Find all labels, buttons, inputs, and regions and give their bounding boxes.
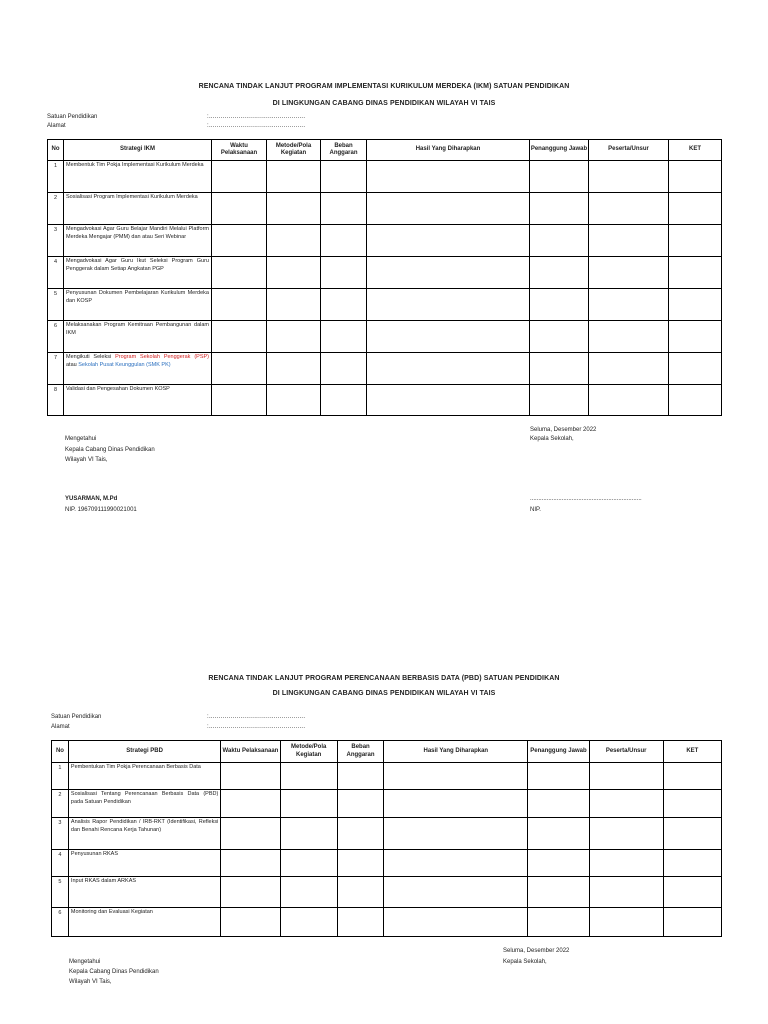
table-row	[48, 257, 722, 289]
header-metode: Metode/Pola Kegiatan	[280, 741, 337, 763]
doc2-field-satuan-value: :.................................................	[207, 714, 306, 720]
row-number: 2	[48, 193, 64, 225]
doc1-field-satuan-value: :.................................................	[207, 114, 306, 120]
header-strategi: Strategi PBD	[68, 741, 220, 763]
row-strategy: Input RKAS dalam ARKAS	[68, 877, 220, 908]
doc1-principal-nip: NIP.	[530, 507, 541, 513]
table-row	[52, 790, 722, 818]
table-row	[52, 908, 722, 937]
doc2-title-line1: RENCANA TINDAK LANJUT PROGRAM PERENCANAAN BERBASIS DATA (PBD) SATUAN PENDIDIKAN	[208, 675, 560, 682]
table-row	[52, 850, 722, 877]
row-strategy: Validasi dan Pengesahan Dokumen KOSP	[64, 385, 212, 416]
row-strategy: Analisis Rapor Pendidikan / IRB-RKT (Identifikasi, Refleksi dan Benahi Rencana Kerja Tahunan)	[68, 818, 220, 850]
header-peserta: Peserta/Unsur	[589, 741, 663, 763]
doc1-kacab-nip: NIP. 196709111990021001	[65, 507, 137, 513]
header-waktu: Waktu Pelaksanaan	[212, 140, 267, 161]
header-ket: KET	[663, 741, 721, 763]
row-strategy-text: Mengikuti Seleksi	[66, 354, 116, 360]
header-hasil: Hasil Yang Diharapkan	[384, 741, 528, 763]
doc1-principal-title: Kepala Sekolah,	[530, 436, 574, 442]
row-number: 3	[48, 225, 64, 257]
row-number: 1	[52, 763, 69, 790]
row-strategy: Mengadvokasi Agar Guru Ikut Seleksi Program Guru Penggerak dalam Setiap Angkatan PGP	[64, 257, 212, 289]
row-number: 5	[48, 289, 64, 321]
doc2-header-row	[52, 741, 722, 763]
doc2-principal-title: Kepala Sekolah,	[503, 959, 547, 965]
psp-program-text: Program Sekolah Penggerak (PSP)	[115, 354, 209, 360]
doc2-kacab-title: Kepala Cabang Dinas Pendidikan	[69, 969, 159, 975]
doc2-kacab-region: Wilayah VI Tais,	[69, 979, 112, 985]
row-strategy: Melaksanakan Program Kemitraan Pembangunan dalam IKM	[64, 321, 212, 353]
row-number: 4	[52, 850, 69, 877]
row-number: 6	[48, 321, 64, 353]
header-beban: Beban Anggaran	[321, 140, 367, 161]
doc1-principal-name-blank: ...................................................................	[530, 496, 642, 502]
row-number: 6	[52, 908, 69, 937]
doc1-kacab-region: Wilayah VI Tais,	[65, 457, 108, 463]
row-strategy: Penyusunan RKAS	[68, 850, 220, 877]
row-strategy: Penyusunan Dokumen Pembelajaran Kurikulum Merdeka dan KOSP	[64, 289, 212, 321]
smk-pk-program-text: Sekolah Pusat Keunggulan (SMK PK)	[78, 361, 171, 368]
row-strategy	[64, 353, 212, 385]
header-no: No	[48, 140, 64, 161]
header-no: No	[52, 741, 69, 763]
table-row	[52, 877, 722, 908]
doc2-field-satuan-label: Satuan Pendidikan	[51, 714, 102, 720]
header-penanggung: Penanggung Jawab	[530, 140, 589, 161]
doc1-field-satuan-label: Satuan Pendidikan	[47, 114, 98, 120]
row-number: 2	[52, 790, 69, 818]
doc2-field-alamat-value: :.................................................	[207, 724, 306, 730]
doc2-place-date: Seluma, Desember 2022	[503, 948, 570, 954]
table-row	[52, 818, 722, 850]
header-metode: Metode/Pola Kegiatan	[267, 140, 321, 161]
doc1-kacab-name: YUSARMAN, M.Pd	[65, 496, 118, 502]
row-strategy: Sosialisasi Program Implementasi Kurikulum Merdeka	[64, 193, 212, 225]
row-strategy: Membentuk Tim Pokja Implementasi Kurikulum Merdeka	[64, 161, 212, 193]
row-number: 7	[48, 353, 64, 385]
header-penanggung: Penanggung Jawab	[528, 741, 589, 763]
doc1-mengetahui: Mengetahui	[65, 436, 97, 442]
doc2-plan-table	[51, 740, 722, 937]
row-strategy: Sosialisasi Tentang Perencanaan Berbasis Data (PBD) pada Satuan Pendidikan	[68, 790, 220, 818]
table-row	[52, 763, 722, 790]
header-beban: Beban Anggaran	[337, 741, 384, 763]
doc1-header-row	[48, 140, 722, 161]
doc1-field-alamat-label: Alamat	[47, 123, 66, 129]
table-row	[48, 289, 722, 321]
doc1-title-line1: RENCANA TINDAK LANJUT PROGRAM IMPLEMENTASI KURIKULUM MERDEKA (IKM) SATUAN PENDIDIKAN	[198, 83, 570, 90]
row-number: 4	[48, 257, 64, 289]
doc2-title-line2: DI LINGKUNGAN CABANG DINAS PENDIDIKAN WILAYAH VI TAIS	[272, 690, 496, 697]
doc2-field-alamat-label: Alamat	[51, 724, 70, 730]
doc1-title-line2: DI LINGKUNGAN CABANG DINAS PENDIDIKAN WILAYAH VI TAIS	[272, 100, 496, 107]
table-row	[48, 321, 722, 353]
table-row	[48, 385, 722, 416]
row-number: 8	[48, 385, 64, 416]
row-number: 1	[48, 161, 64, 193]
header-ket: KET	[669, 140, 722, 161]
doc2-mengetahui: Mengetahui	[69, 959, 101, 965]
doc1-kacab-title: Kepala Cabang Dinas Pendidikan	[65, 447, 155, 453]
row-number: 5	[52, 877, 69, 908]
header-waktu: Waktu Pelaksanaan	[221, 741, 280, 763]
header-strategi: Strategi IKM	[64, 140, 212, 161]
row-strategy: Mengadvokasi Agar Guru Belajar Mandiri Melalui Platform Merdeka Mengajar (PMM) dan atau Seri Webinar	[64, 225, 212, 257]
table-row	[48, 161, 722, 193]
row-strategy: Monitoring dan Evaluasi Kegiatan	[68, 908, 220, 937]
table-row	[48, 353, 722, 385]
doc1-plan-table	[47, 139, 722, 416]
row-strategy-connector: atau	[66, 361, 79, 368]
doc1-field-alamat-value: :.................................................	[207, 123, 306, 129]
doc1-place-date: Seluma, Desember 2022	[530, 427, 597, 433]
header-hasil: Hasil Yang Diharapkan	[367, 140, 530, 161]
row-number: 3	[52, 818, 69, 850]
header-peserta: Peserta/Unsur	[589, 140, 669, 161]
row-strategy: Pembentukan Tim Pokja Perencanaan Berbasis Data	[68, 763, 220, 790]
table-row	[48, 225, 722, 257]
table-row	[48, 193, 722, 225]
